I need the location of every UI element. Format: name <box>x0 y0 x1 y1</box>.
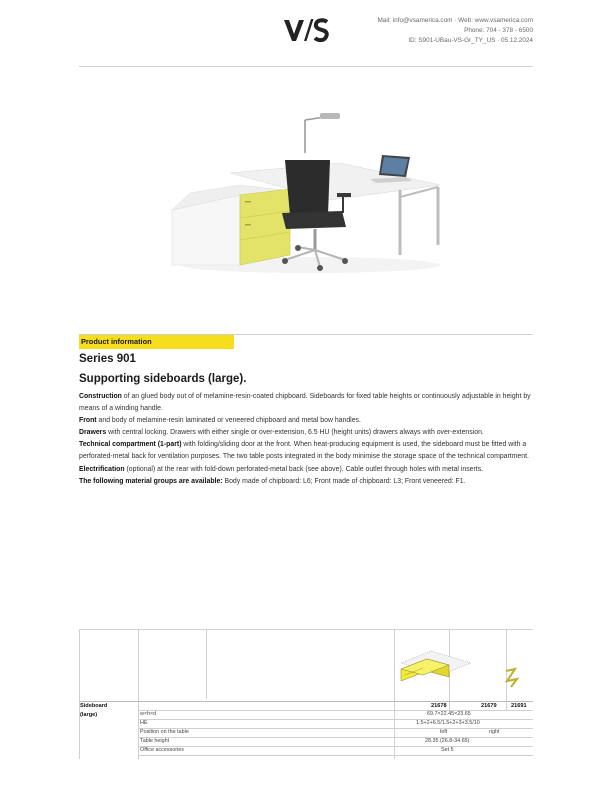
row-label: Office accessories <box>140 747 184 753</box>
paragraph-text: with central locking. Drawers with either single or over-extension, 6.5 HU (height units) drawers always with over-extension. <box>106 429 484 437</box>
row-value: 28.35 (26.8-34.65) <box>425 738 470 744</box>
paragraph-material-groups <box>79 476 531 488</box>
product-sub: (large) <box>80 712 98 718</box>
article-number: 21691 <box>511 703 527 709</box>
paragraph-construction <box>79 391 531 415</box>
paragraph-text: of an glued body out of of melamine-resin-coated chipboard. Sideboards for fixed table heights or continuously adjustable in height by means of a winding handle. <box>79 393 531 413</box>
header-divider <box>79 66 533 67</box>
row-label: Table height <box>140 738 170 744</box>
sideboard-diagram <box>397 641 473 699</box>
paragraph-text: and body of melamine-resin laminated or veneered chipboard and metal bow handles. <box>96 417 361 425</box>
row-value: 1.5+2+6.5/1.5+2+3+3.5/10 <box>416 720 480 726</box>
paragraph-lead: The following material groups are available: <box>79 477 223 485</box>
paragraph-front <box>79 415 531 427</box>
row-label: w×h×d <box>140 711 157 717</box>
paragraph-lead: Electrification <box>79 465 125 473</box>
section-label: Product information <box>79 335 234 349</box>
contact-mail-web: Mail: info@vsamerica.com · Web: www.vsamerica.com <box>377 17 533 24</box>
row-label: Position on the table <box>140 729 189 735</box>
product-name: Sideboard <box>80 703 108 709</box>
paragraph-text: (optional) at the rear with fold-down perforated-metal back (see above). Cable outlet through holes with metal inserts. <box>124 465 484 473</box>
paragraph-lead: Drawers <box>79 429 107 437</box>
contact-info <box>377 16 533 46</box>
series-title: Series 901 <box>79 353 136 365</box>
vs-logo <box>283 16 331 44</box>
row-value-left: left <box>440 729 448 735</box>
article-number: 21678 <box>431 703 447 709</box>
product-subtitle: Supporting sideboards (large). <box>79 373 247 385</box>
paragraph-electrification <box>79 464 531 476</box>
contact-phone: Phone: 704 - 378 - 6500 <box>464 27 533 34</box>
paragraph-lead: Front <box>79 417 97 425</box>
paragraph-lead: Construction <box>79 393 122 400</box>
paragraph-lead: Technical compartment (1-part) <box>79 441 182 449</box>
paragraph-technical-compartment <box>79 439 531 463</box>
article-number: 21679 <box>481 703 497 709</box>
document-id: ID: S901-UBau-VS-Gr_TY_US · 05.12.2024 <box>408 37 533 44</box>
winding-handle-icon <box>503 665 525 691</box>
spec-table <box>79 629 533 759</box>
paragraph-text: with folding/sliding door at the front. When heat-producing equipment is used, the sideboard must be fitted with a perforated-metal back for ventilation purposes. The two table posts integrated in the body minimise the storage space of the technical compartment. <box>79 441 529 461</box>
product-photo <box>160 105 460 280</box>
row-value: 69.7×22.45×23.65 <box>427 711 471 717</box>
row-label: HE <box>140 720 148 726</box>
row-value-right: right <box>489 729 500 735</box>
paragraph-drawers <box>79 427 531 439</box>
paragraph-text: Body made of chipboard: L6; Front made of chipboard: L3; Front veneered: F1. <box>222 477 466 485</box>
row-value: Set 5 <box>441 747 454 753</box>
product-description <box>79 391 531 488</box>
